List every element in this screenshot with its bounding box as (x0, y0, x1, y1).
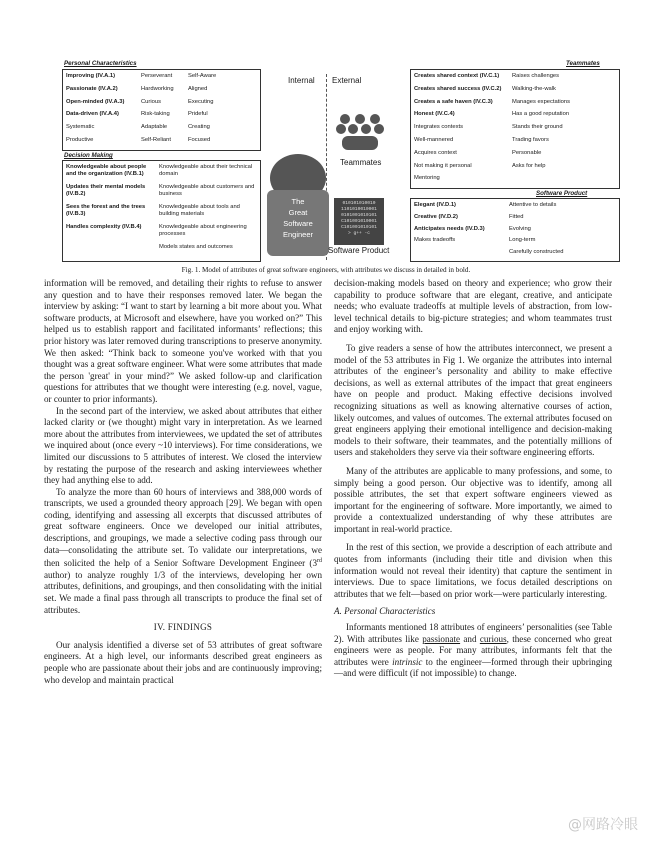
attribute-label: Personable (512, 149, 542, 156)
attribute-label: Raises challenges (512, 73, 560, 79)
attribute-label: Risk-taking (141, 111, 170, 118)
attribute-label: Walking-the-walk (512, 85, 556, 92)
teammates-icon (336, 114, 384, 152)
attribute-label: Knowledgeable about engineering processes (159, 224, 247, 237)
attribute-label: Knowledgeable about people and the organization (IV.B.1) (66, 164, 147, 177)
attribute-label: Systematic (66, 124, 95, 131)
attribute-label: Elegant (IV.D.1) (414, 202, 456, 208)
attribute-label: Models states and outcomes (159, 244, 233, 250)
attribute-label: Improving (IV.A.1) (66, 73, 116, 79)
attribute-label: Prideful (188, 111, 208, 118)
software-heading: Software Product (536, 190, 588, 197)
code-icon: 010101010010 1101010010001 0101001010101 C101001010001 C101001010101 > g++ -c (334, 198, 384, 245)
attribute-label: Creates shared success (IV.C.2) (414, 85, 502, 92)
attribute-label: Knowledgeable about their technical domain (159, 164, 253, 177)
external-label: External (332, 76, 362, 85)
attribute-label: Integrates contexts (414, 124, 463, 131)
attribute-label: Hardworking (141, 85, 174, 92)
left-paragraph-3: To analyze the more than 60 hours of interviews and 388,000 words of transcripts, we used a grounded theory approach [29]. We began with open coding, identifying and assessing all excerpts that discussed attributes of great software engineers. Once we developed our initial attributes, descriptions, and groupings, we made a selective coding pass through our data—consolidating the attribute set. To validate our interpretations, we then solicited the help of a Senior Software Development Engineer (3rd author) to analyze roughly 1/3 of the interviews, developing her own attributes, definitions, and groupings, and then consolidating with the initial set. We made a final pass through all transcripts to produce the final set of attributes. (44, 486, 322, 615)
attribute-label: Trading favors (512, 137, 549, 143)
section-heading-findings: IV. FINDINGS (153, 622, 213, 633)
attribute-label: Creative (IV.D.2) (414, 213, 458, 220)
attribute-label: Adaptable (141, 124, 168, 131)
attribute-label: Handles complexity (IV.B.4) (66, 224, 142, 230)
software-box (410, 198, 620, 262)
attribute-label: Open-minded (IV.A.3) (66, 98, 125, 105)
attribute-label: Updates their mental models (IV.B.2) (66, 184, 146, 197)
attribute-label: Creating (188, 124, 210, 131)
attribute-label: Data-driven (IV.A.4) (66, 111, 119, 118)
watermark: @网路冷眼 (568, 817, 638, 833)
right-column (334, 278, 612, 680)
attribute-label: Passionate (IV.A.2) (66, 85, 118, 92)
right-paragraph-5: Informants mentioned 18 attributes of engineers’ personalities (see Table 2). With attributes like passionate and curious, these concerned who great engineers were as people. For many attributes, informants felt that the attributes were intrinsic to the engineer—formed through their upbringing—and were difficult (if not impossible) to change. (334, 622, 612, 679)
attribute-label: Asks for help (512, 162, 546, 169)
attribute-label: Acquires context (414, 149, 457, 156)
attribute-label: Well-mannered (414, 137, 454, 143)
personal-box (62, 69, 261, 151)
engineer-label: The Great Software Engineer (282, 197, 314, 239)
attribute-label: Fitted (509, 213, 524, 220)
attribute-label: Executing (188, 98, 214, 105)
attribute-label: Attentive to details (509, 202, 557, 208)
teammates-box (410, 69, 620, 189)
right-paragraph-3: Many of the attributes are applicable to many professions, and some, to simply being a good person. Our objective was to identify, among all possible attributes, the set that expert software engineers viewed as important for the engineering of software. More importantly, we aimed to provide a contextualized understanding of why these attributes are important in real-world practice. (334, 465, 612, 534)
attribute-label: Not making it personal (414, 162, 472, 169)
left-paragraph-1: information will be removed, and detailing their rights to refuse to answer any question and to have their responses removed later. We began the interview by asking: “I want to start by learning a bit more about you. What software products, at Microsoft and elsewhere, have you worked on?” This helped us to establish rapport and facilitated informants’ reflections; this prior history was later removed during transcriptions to preserve anonymity. We then asked: “Think back to someone you've worked with that you thought was a great software engineer. What were some attributes that made the person 'great' in your mind?” We asked follow-up and clarification questions for attributes that we thought were interesting (e.g. novel, vague, or counter to prior informants). (44, 278, 322, 404)
attribute-label: Manages expectations (512, 98, 571, 105)
internal-label: Internal (288, 76, 315, 85)
figure-caption: Fig. 1. Model of attributes of great software engineers, with attributes we discuss in detailed in bold. (181, 266, 471, 274)
attribute-label: Productive (66, 137, 94, 143)
attribute-label: Stands their ground (512, 124, 563, 131)
left-paragraph-2: In the second part of the interview, we asked about attributes that either lacked clarity or (we thought) might vary in interpretation. As we learned more about the attributes from interviewees, we updated the set of attributes we inquired about (once every ~10 interviews). For time considerations, we limited our discussions to 5 attributes of interest. We closed the interview by restating the purpose of the research and asking interviewees whether they had anything else to add. (44, 405, 322, 486)
attribute-label: Self-Reliant (141, 137, 171, 143)
attribute-label: Perseverant (141, 73, 173, 79)
teammates-label: Teammates (340, 158, 382, 167)
attribute-label: Aligned (188, 85, 208, 92)
attribute-label: Honest (IV.C.4) (414, 111, 455, 118)
decision-heading: Decision Making (64, 152, 113, 159)
attribute-label: Makes tradeoffs (414, 237, 456, 244)
attribute-label: Sees the forest and the trees (IV.B.3) (66, 204, 146, 217)
personal-heading: Personal Characteristics (64, 60, 137, 67)
left-column (44, 278, 322, 686)
teammates-heading: Teammates (566, 60, 600, 67)
attribute-label: Long-term (509, 237, 536, 244)
right-paragraph-1: decision-making models based on theory and experience; who grow their capability to produce software that are elegant, creative, and anticipate needs; who evaluate tradeoffs at multiple levels of abstraction, from low-level technical details to big-picture strategies; and whom teammates trust and enjoy working with. (334, 278, 612, 335)
attribute-label: Mentoring (414, 175, 440, 182)
attribute-label: Evolving (509, 225, 531, 232)
attribute-label: Creates shared context (IV.C.1) (414, 73, 500, 79)
figure-1 (62, 58, 620, 262)
left-paragraph-4: Our analysis identified a diverse set of 53 attributes of great software engineers. At a high level, our informants described great engineers as people who are passionate about their jobs and are continuously improving; who develop and maintain practical (44, 639, 322, 685)
attribute-label: Creates a safe haven (IV.C.3) (414, 98, 493, 105)
right-paragraph-2: To give readers a sense of how the attributes interconnect, we present a model of the 53 attributes in Fig 1. We organize the attributes into internal attributes of the engineer’s personality and ability to make effective decisions, as well as external attributes of the impact that great engineers have on people and product. Making effective decisions involved recognizing situations as well as knowing alternative courses of action, likely outcomes, and values of outcomes. The external attributes focused on great engineers applying their emotional intelligence and decision-making models to their software, their teammates, and the potentially millions of users and stakeholders they serve via their software engineering efforts. (334, 342, 612, 458)
attribute-label: Carefully constructed (509, 249, 564, 256)
subsection-heading: A. Personal Characteristics (334, 606, 436, 617)
attribute-label: Self-Aware (188, 73, 217, 79)
software-product-label: Software Product (328, 246, 390, 255)
attribute-label: Knowledgeable about tools and building materials (159, 204, 240, 217)
decision-box (62, 160, 261, 262)
attribute-label: Focused (188, 137, 211, 143)
attribute-label: Curious (141, 98, 161, 105)
right-paragraph-4: In the rest of this section, we provide a description of each attribute and quotes from informants (including their title and division when this information would not reveal their identity) that capture the sentiment in interviews. Due to space limitations, we focus detailed descriptions on attributes that we felt—based on prior work—were particularly interesting. (334, 542, 612, 599)
attribute-label: Anticipates needs (IV.D.3) (414, 225, 485, 232)
attribute-label: Has a good reputation (512, 111, 570, 118)
attribute-label: Knowledgeable about customers and business (159, 184, 255, 197)
